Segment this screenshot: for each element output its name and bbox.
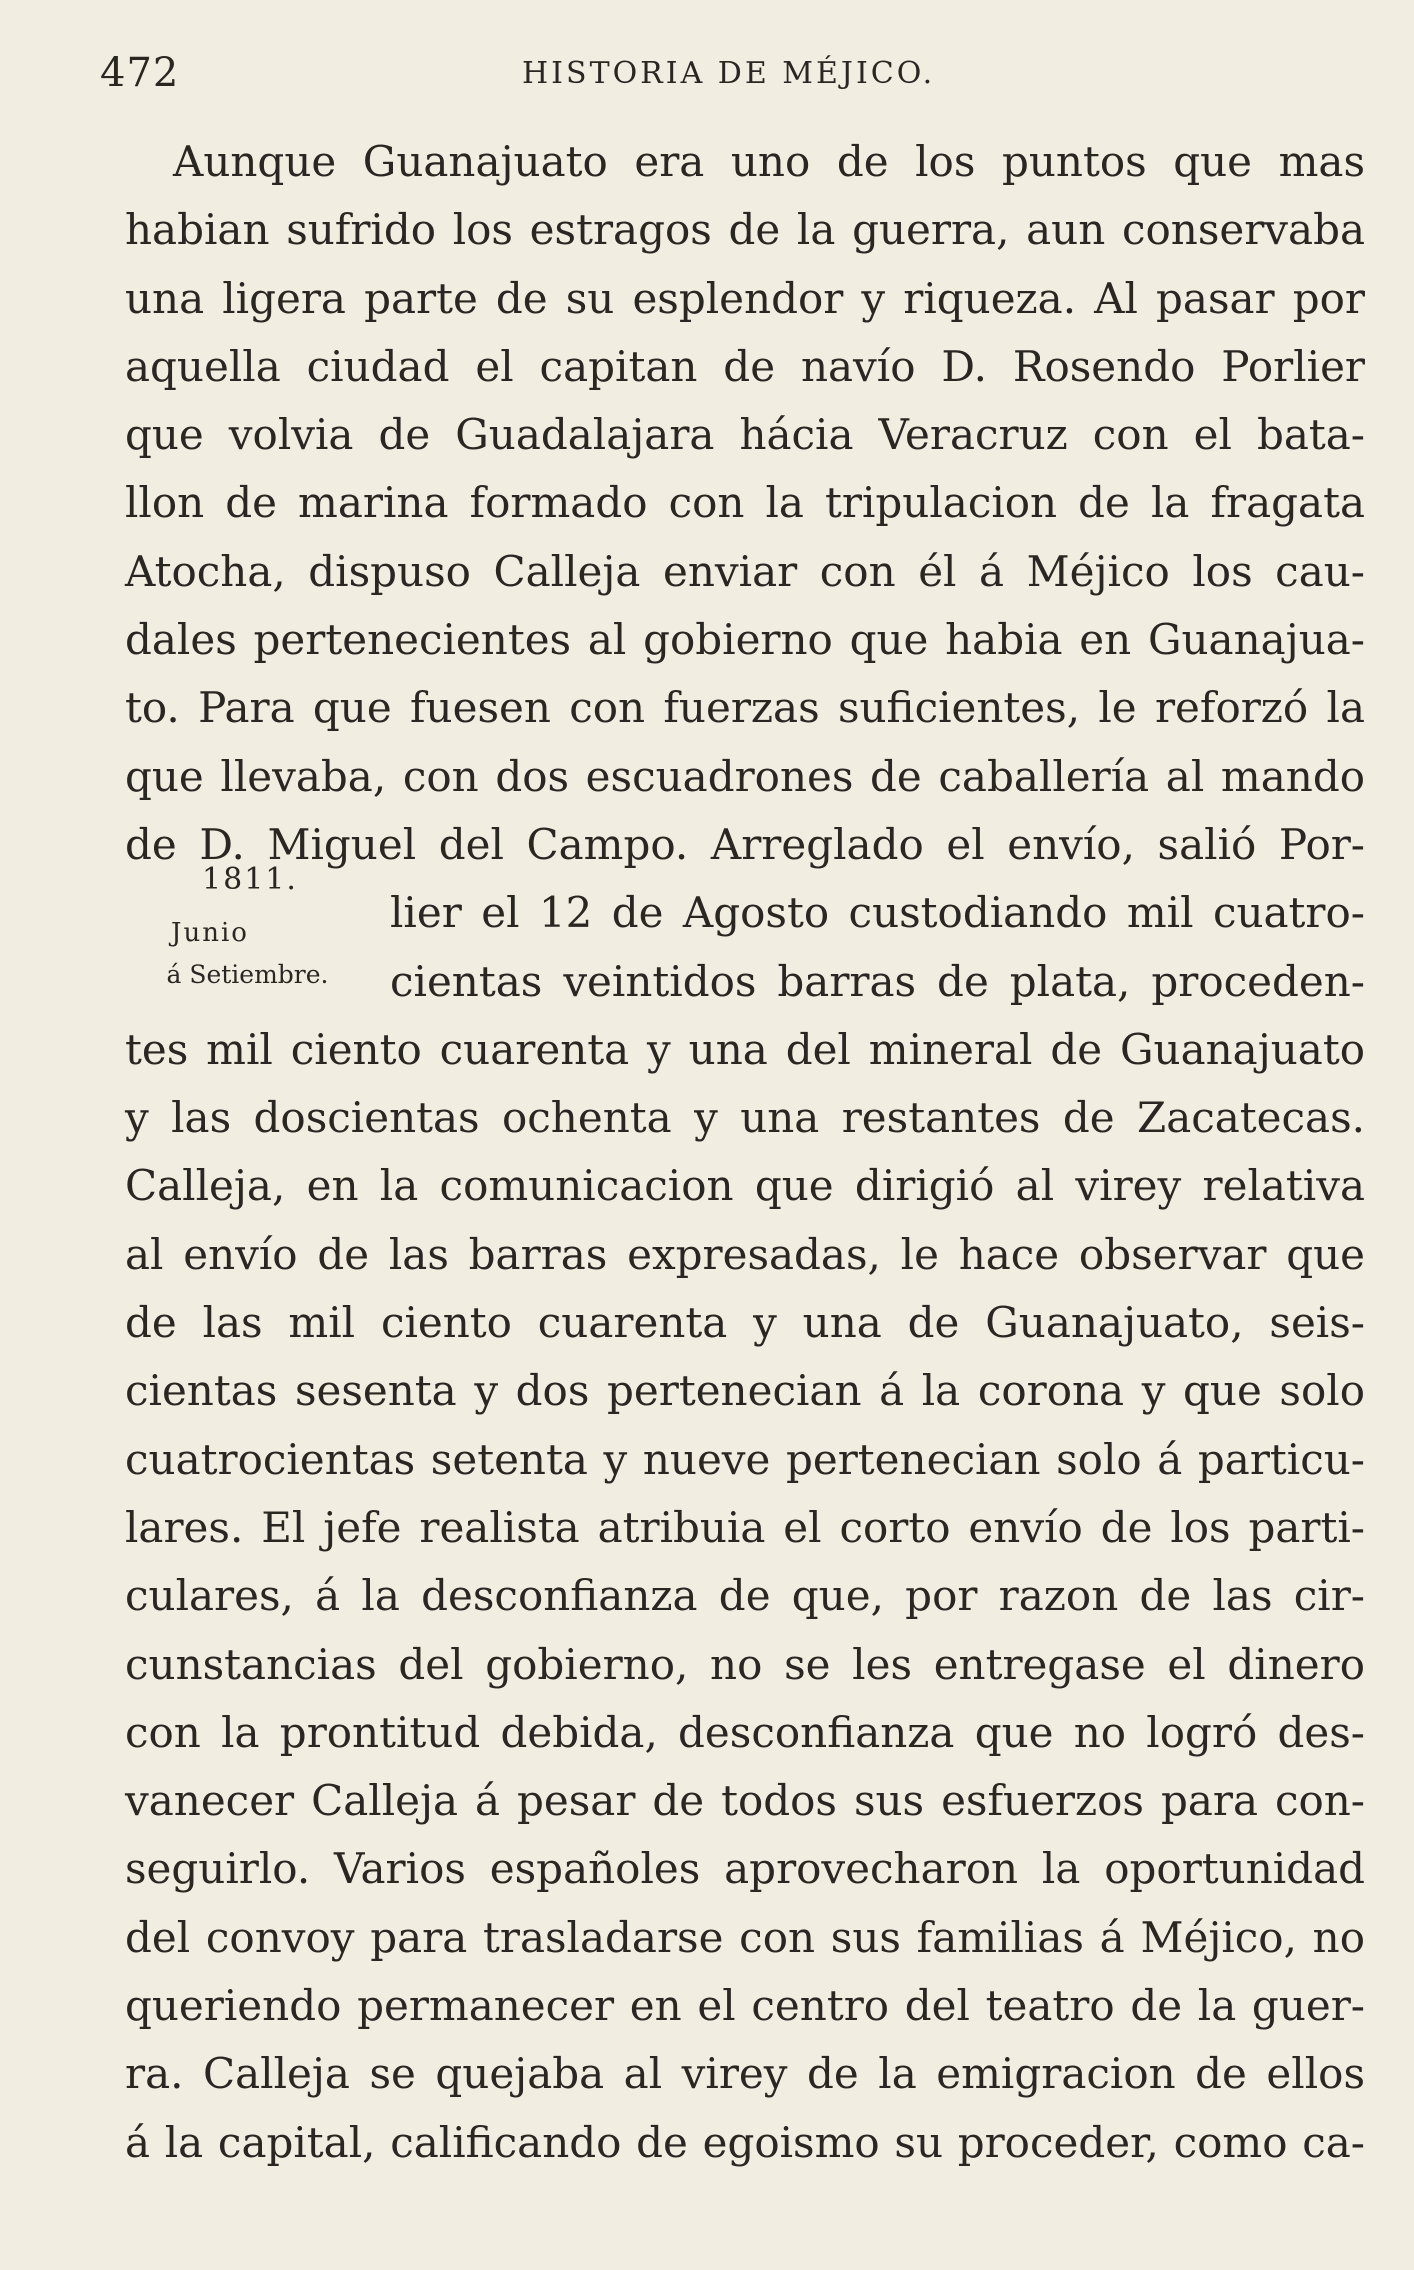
text-line: lares. El jefe realista atribuia el corto envío de los parti- <box>125 1502 1365 1552</box>
body-paragraph <box>125 128 1365 2177</box>
margin-note-to: á Setiembre. <box>166 960 329 989</box>
text-line: de las mil ciento cuarenta y una de Guanajuato, seis- <box>125 1298 1365 1348</box>
running-head: HISTORIA DE MÉJICO. <box>522 56 936 91</box>
text-line: cientas veintidos barras de plata, proceden- <box>390 956 1365 1006</box>
text-line: y las doscientas ochenta y una restantes de Zacatecas. <box>125 1093 1365 1143</box>
text-line: cunstancias del gobierno, no se les entregase el dinero <box>125 1639 1365 1689</box>
text-line: dales pertenecientes al gobierno que habia en Guanajua- <box>125 615 1365 665</box>
margin-note-month: Junio <box>171 918 249 948</box>
text-line: Atocha, dispuso Calleja enviar con él á Méjico los cau- <box>125 546 1365 596</box>
text-line: to. Para que fuesen con fuerzas suficientes, le reforzó la <box>125 683 1365 733</box>
text-line: que llevaba, con dos escuadrones de caballería al mando <box>125 751 1365 801</box>
text-line: habian sufrido los estragos de la guerra, aun conservaba <box>125 205 1365 255</box>
text-line: aquella ciudad el capitan de navío D. Rosendo Porlier <box>125 341 1365 391</box>
text-line: vanecer Calleja á pesar de todos sus esfuerzos para con- <box>125 1776 1365 1826</box>
text-line: llon de marina formado con la tripulacion de la fragata <box>125 478 1365 528</box>
text-line: culares, á la desconfianza de que, por razon de las cir- <box>125 1571 1365 1621</box>
text-line: de D. Miguel del Campo. Arreglado el envío, salió Por- <box>125 819 1365 869</box>
text-line: del convoy para trasladarse con sus familias á Méjico, no <box>125 1912 1365 1962</box>
text-line: una ligera parte de su esplendor y riqueza. Al pasar por <box>125 273 1365 323</box>
text-line: que volvia de Guadalajara hácia Veracruz con el bata- <box>125 410 1365 460</box>
text-line: al envío de las barras expresadas, le hace observar que <box>125 1229 1365 1279</box>
text-line: Aunque Guanajuato era uno de los puntos que mas <box>173 137 1365 186</box>
margin-note-year: 1811. <box>202 862 298 897</box>
page-number: 472 <box>100 50 180 96</box>
text-line: ra. Calleja se quejaba al virey de la emigracion de ellos <box>125 2049 1365 2099</box>
text-line: queriendo permanecer en el centro del teatro de la guer- <box>125 1981 1365 2031</box>
text-line: cuatrocientas setenta y nueve pertenecian solo á particu- <box>125 1434 1365 1484</box>
text-line: á la capital, calificando de egoismo su proceder, como ca- <box>125 2117 1365 2167</box>
text-line: lier el 12 de Agosto custodiando mil cuatro- <box>390 888 1365 938</box>
text-line: Calleja, en la comunicacion que dirigió al virey relativa <box>125 1161 1365 1211</box>
text-line: tes mil ciento cuarenta y una del mineral de Guanajuato <box>125 1024 1365 1074</box>
text-line: seguirlo. Varios españoles aprovecharon la oportunidad <box>125 1844 1365 1894</box>
text-line: cientas sesenta y dos pertenecian á la corona y que solo <box>125 1366 1365 1416</box>
text-line: con la prontitud debida, desconfianza que no logró des- <box>125 1707 1365 1757</box>
